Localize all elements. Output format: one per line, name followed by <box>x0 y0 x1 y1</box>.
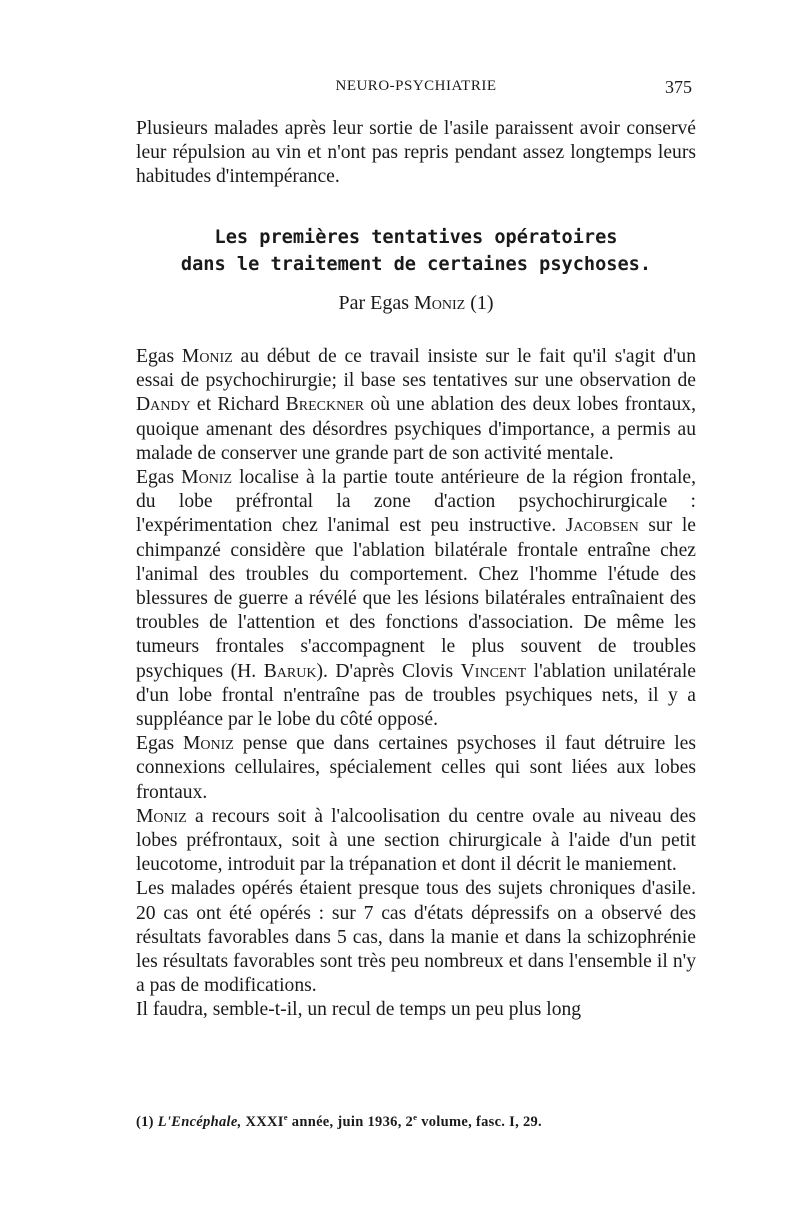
text-run: sur le chimpanzé considère que l'ablation bilatérale frontale entraîne chez l'animal des troubles du comportement. Chez l'homme l'étude des blessures de guerre a révélé que les lésions bilatérales entraînaient des troubles de l'attention et des fonctions d'association. De même les tumeurs frontales s'accompagnent le plus souvent de troubles psychiques (H. <box>136 515 696 682</box>
article-title <box>136 224 696 278</box>
text-run: Egas <box>136 467 182 489</box>
footnote-reference: (1) <box>470 292 494 314</box>
text-run: localise à la partie toute antérieure de la région frontale, du lobe préfrontal la zone d'action psychochirurgicale : l'expérimentation chez l'animal est peu instructive. <box>136 467 696 537</box>
paragraph-1 <box>136 345 696 466</box>
paragraph-4 <box>136 805 696 878</box>
text-run: Egas <box>136 346 182 367</box>
footnote-text: volume, fasc. I, 29. <box>417 1114 542 1130</box>
text-run: pense que dans certaines psychoses il faut détruire les connexions cellulaires, spécialement celles qui sont liées aux lobes frontaux. <box>136 733 696 803</box>
article-body <box>136 345 696 1023</box>
paragraph-2 <box>136 466 696 732</box>
text-run: Egas <box>136 733 183 755</box>
footnote-text: année, juin 1936, 2 <box>287 1114 414 1130</box>
article-byline <box>136 292 696 315</box>
running-head <box>136 78 696 100</box>
footnote-volume: XXXI <box>245 1114 284 1130</box>
intro-paragraph-block <box>136 117 696 190</box>
text-run: et Richard <box>190 394 286 416</box>
footnote-marker: (1) <box>136 1114 154 1130</box>
author-name: Moniz <box>183 733 234 755</box>
author-name: Vincent <box>460 660 527 682</box>
author-name: Moniz <box>181 467 233 489</box>
text-run: l'ablation unilatérale d'un lobe frontal n'entraîne pas de troubles psychiques nets, il y a suppléance par le lobe du côté opposé. <box>136 660 696 731</box>
author-name: Dandy <box>136 394 191 416</box>
author-name: Moniz <box>181 346 233 367</box>
paragraph-5: Les malades opérés étaient presque tous des sujets chroniques d'asile. 20 cas ont été opérés : sur 7 cas d'états dépressifs on a observé des résultats favorables dans 5 cas, dans la manie et dans la schizophrénie les résultats favorables sont très peu nombreux et dans l'ensemble il n'y a pas de modifications. <box>136 878 696 997</box>
page-number: 375 <box>665 77 692 97</box>
running-head-title: NEURO-PSYCHIATRIE <box>335 78 497 94</box>
article-title-line-2: dans le traitement de certaines psychoses. <box>180 254 652 275</box>
footnote-superscript: e <box>283 1112 288 1123</box>
footnote-superscript: e <box>413 1112 418 1123</box>
article-title-line-1: Les premières tentatives opératoires <box>214 227 618 248</box>
text-run: a recours soit à l'alcoolisation du centre ovale au niveau des lobes préfrontaux, soit à une section chirurgicale à l'aide d'un petit leucotome, introduit par la trépanation et dont il décrit le maniement. <box>136 805 696 876</box>
paragraph-6: Il faudra, semble-t-il, un recul de temps un peu plus long <box>136 999 582 1021</box>
intro-paragraph: Plusieurs malades après leur sortie de l'asile paraissent avoir conservé leur répulsion au vin et n'ont pas repris pendant assez longtemps leurs habitudes d'intempérance. <box>136 118 696 188</box>
footnote <box>136 1114 696 1131</box>
text-run: ). D'après Clovis <box>316 660 461 682</box>
paragraph-3 <box>136 732 696 805</box>
byline-author: Moniz <box>414 292 466 314</box>
text-run: au début de ce travail insiste sur le fait qu'il s'agit d'un essai de psychochirurgie; il base ses tentatives sur une observation de <box>136 346 696 392</box>
author-name: Moniz <box>136 805 187 827</box>
footnote-journal: L'Encéphale, <box>157 1114 242 1130</box>
author-name: Breckner <box>285 394 365 416</box>
author-name: Baruk <box>263 660 317 682</box>
text-run: où une ablation des deux lobes frontaux, quoique amenant des désordres psychiques d'importance, a permis au malade de conserver une grande part de son activité mentale. <box>136 394 696 464</box>
author-name: Jacobsen <box>565 515 639 537</box>
byline-prefix: Par Egas <box>338 292 409 314</box>
